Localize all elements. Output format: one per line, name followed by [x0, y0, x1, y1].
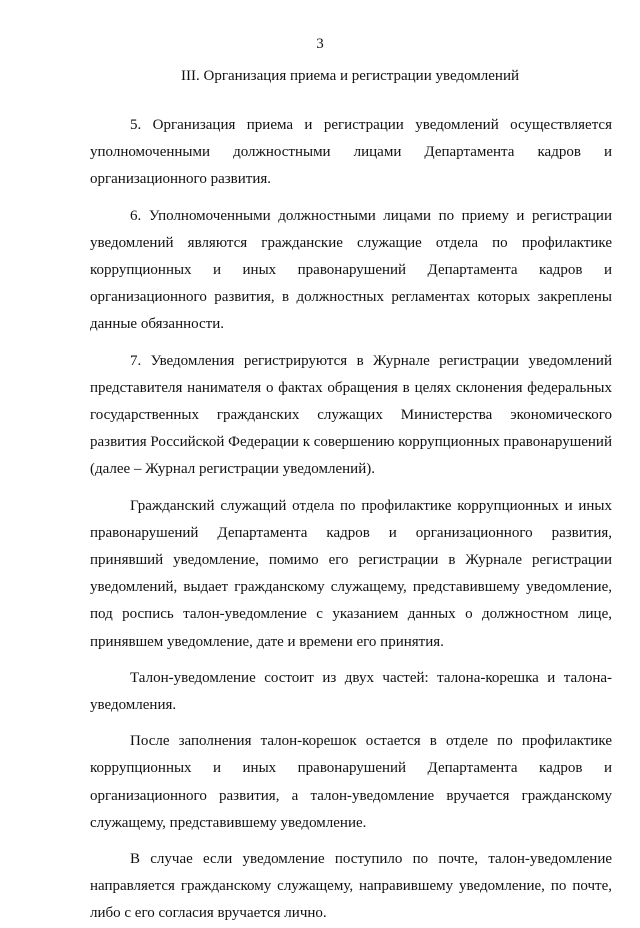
paragraph-6: 6. Уполномоченными должностными лицами по приему и регистрации уведомлений являются гражданские служащие отдела по профилактике коррупционных и иных правонарушений Департамента кадров и организационного развития, в должностных регламентах которых закреплены данные обязанности.	[90, 207, 612, 333]
paragraph-issuance: Гражданский служащий отдела по профилактике коррупционных и иных правонарушений Департамента кадров и организационного развития, принявший уведомление, помимо его регистрации в Журнале регистрации уведомлений, выдает гражданскому служащему, представившему уведомление, под роспись талон-уведомление с указанием данных о должностном лице, принявшем уведомление, дате и времени его принятия.	[90, 497, 612, 650]
section-title: III. Организация приема и регистрации уведомлений	[181, 68, 519, 84]
paragraph-after-filling: После заполнения талон-корешок остается в отделе по профилактике коррупционных и иных правонарушений Департамента кадров и организационного развития, а талон-уведомление вручается гражданскому служащему, представившему уведомление.	[90, 733, 612, 831]
document-body	[90, 112, 612, 928]
paragraph-talon-parts: Талон-уведомление состоит из двух частей: талона-корешка и талона-уведомления.	[90, 669, 612, 714]
paragraph-7: 7. Уведомления регистрируются в Журнале регистрации уведомлений представителя нанимателя о фактах обращения в целях склонения федеральных государственных гражданских служащих Министерства экономического развития Российской Федерации к совершению коррупционных правонарушений (далее – Журнал регистрации уведомлений).	[90, 352, 612, 478]
paragraph-5: 5. Организация приема и регистрации уведомлений осуществляется уполномоченными должностными лицами Департамента кадров и организационного развития.	[90, 117, 612, 188]
paragraph-by-mail: В случае если уведомление поступило по почте, талон-уведомление направляется гражданскому служащему, направившему уведомление, по почте, либо с его согласия вручается лично.	[90, 851, 612, 922]
page-number: 3	[316, 36, 324, 52]
